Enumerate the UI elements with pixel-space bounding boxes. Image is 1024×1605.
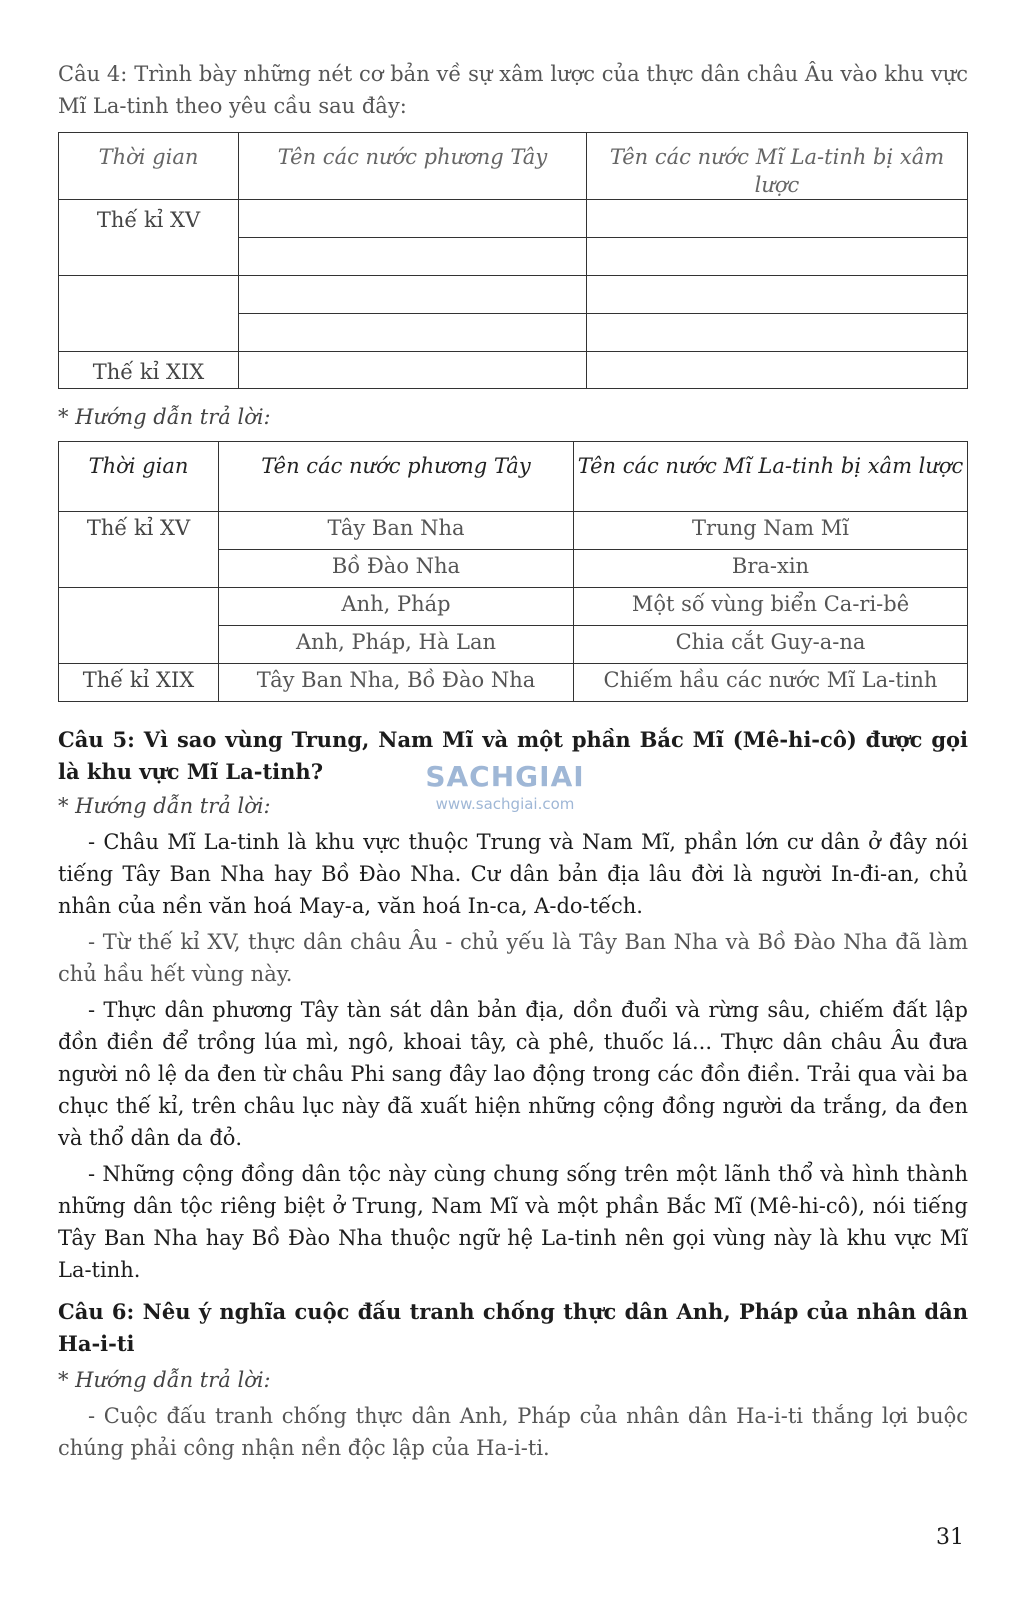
- blank-table-cell: [587, 200, 968, 238]
- blank-table-cell: [239, 276, 587, 314]
- answer-table-header-time: Thời gian: [59, 442, 219, 512]
- blank-table-time-cell: [59, 276, 239, 352]
- blank-table-cell: [239, 238, 587, 276]
- question-4-text: Trình bày những nét cơ bản về sự xâm lược của thực dân châu Âu vào khu vực Mĩ La-tinh theo yêu cầu sau đây:: [58, 62, 969, 118]
- blank-table-header-west: Tên các nước phương Tây: [239, 133, 587, 200]
- page-number: 31: [936, 1525, 964, 1550]
- blank-table-header-time: Thời gian: [59, 133, 239, 200]
- question-5-paragraph: - Châu Mĩ La-tinh là khu vực thuộc Trung và Nam Mĩ, phần lớn cư dân ở đây nói tiếng Tây Ban Nha hay Bồ Đào Nha. Cư dân bản địa lâu đời là người In-đi-an, chủ nhân của nền văn hoá May-a, văn hoá In-ca, A-do-tếch.: [58, 830, 968, 918]
- answer-guide-label: * Hướng dẫn trả lời:: [58, 405, 271, 429]
- answer-table-west-cell: Anh, Pháp: [219, 588, 574, 626]
- question-6-guide: * Hướng dẫn trả lời:: [58, 1368, 271, 1392]
- blank-table-time-cell: Thế kỉ XIX: [59, 352, 239, 389]
- blank-table-cell: [239, 314, 587, 352]
- answer-table-west-cell: Tây Ban Nha, Bồ Đào Nha: [219, 664, 574, 702]
- question-5-title: Câu 5: Vì sao vùng Trung, Nam Mĩ và một phần Bắc Mĩ (Mê-hi-cô) được gọi là khu vực Mĩ La-tinh?: [58, 727, 968, 784]
- answer-table-latin-cell: Chiếm hầu các nước Mĩ La-tinh: [574, 664, 968, 702]
- answer-table-header-latin: Tên các nước Mĩ La-tinh bị xâm lược: [574, 442, 968, 512]
- question-5-guide: * Hướng dẫn trả lời:: [58, 794, 271, 818]
- question-5-paragraph: - Thực dân phương Tây tàn sát dân bản địa, dồn đuổi và rừng sâu, chiếm đất lập đồn điền để trồng lúa mì, ngô, khoai tây, cà phê, thuốc lá... Thực dân châu Âu đưa người nô lệ da đen từ châu Phi sang đây lao động trong các đồn điền. Trải qua vài ba chục thế kỉ, trên châu lục này đã xuất hiện những cộng đồng người da trắng, da đen và thổ dân da đỏ.: [58, 998, 968, 1150]
- blank-table-cell: [239, 352, 587, 389]
- answer-table-latin-cell: Bra-xin: [574, 550, 968, 588]
- answer-table-time-cell: Thế kỉ XIX: [59, 664, 219, 702]
- answer-table-west-cell: Anh, Pháp, Hà Lan: [219, 626, 574, 664]
- answer-table-time-cell: [59, 588, 219, 664]
- table-row: [59, 664, 968, 702]
- answer-table-latin-cell: Trung Nam Mĩ: [574, 512, 968, 550]
- answer-table-latin-cell: Chia cắt Guy-a-na: [574, 626, 968, 664]
- question-5-paragraph: - Từ thế kỉ XV, thực dân châu Âu - chủ yếu là Tây Ban Nha và Bồ Đào Nha đã làm chủ hầu hết vùng này.: [58, 930, 968, 986]
- question-6-paragraph: - Cuộc đấu tranh chống thực dân Anh, Pháp của nhân dân Ha-i-ti thắng lợi buộc chúng phải công nhận nền độc lập của Ha-i-ti.: [58, 1404, 968, 1460]
- answer-table: [58, 441, 968, 702]
- blank-table-time-cell: Thế kỉ XV: [59, 200, 239, 276]
- blank-table-cell: [239, 200, 587, 238]
- blank-table-cell: [587, 238, 968, 276]
- watermark-brand: SACHGIAI: [425, 760, 585, 793]
- table-row: [59, 588, 968, 626]
- answer-table-header-west: Tên các nước phương Tây: [219, 442, 574, 512]
- answer-table-west-cell: Tây Ban Nha: [219, 512, 574, 550]
- blank-table-cell: [587, 314, 968, 352]
- answer-table-west-cell: Bồ Đào Nha: [219, 550, 574, 588]
- question-5-paragraph: - Những cộng đồng dân tộc này cùng chung sống trên một lãnh thổ và hình thành những dân tộc riêng biệt ở Trung, Nam Mĩ và một phần Bắc Mĩ (Mê-hi-cô), nói tiếng Tây Ban Nha hay Bồ Đào Nha thuộc ngữ hệ La-tinh nên gọi vùng này là khu vực Mĩ La-tinh.: [58, 1162, 968, 1282]
- answer-table-time-cell: Thế kỉ XV: [59, 512, 219, 588]
- question-4: [58, 58, 968, 122]
- blank-table-cell: [587, 276, 968, 314]
- blank-table-cell: [587, 352, 968, 389]
- blank-table: [58, 132, 968, 389]
- answer-table-latin-cell: Một số vùng biển Ca-ri-bê: [574, 588, 968, 626]
- question-4-label: Câu 4:: [58, 62, 128, 86]
- watermark-url: www.sachgiai.com: [435, 795, 575, 813]
- blank-table-header-latin: Tên các nước Mĩ La-tinh bị xâm lược: [587, 133, 968, 200]
- table-row: [59, 512, 968, 550]
- question-6-title: Câu 6: Nêu ý nghĩa cuộc đấu tranh chống thực dân Anh, Pháp của nhân dân Ha-i-ti: [58, 1299, 968, 1356]
